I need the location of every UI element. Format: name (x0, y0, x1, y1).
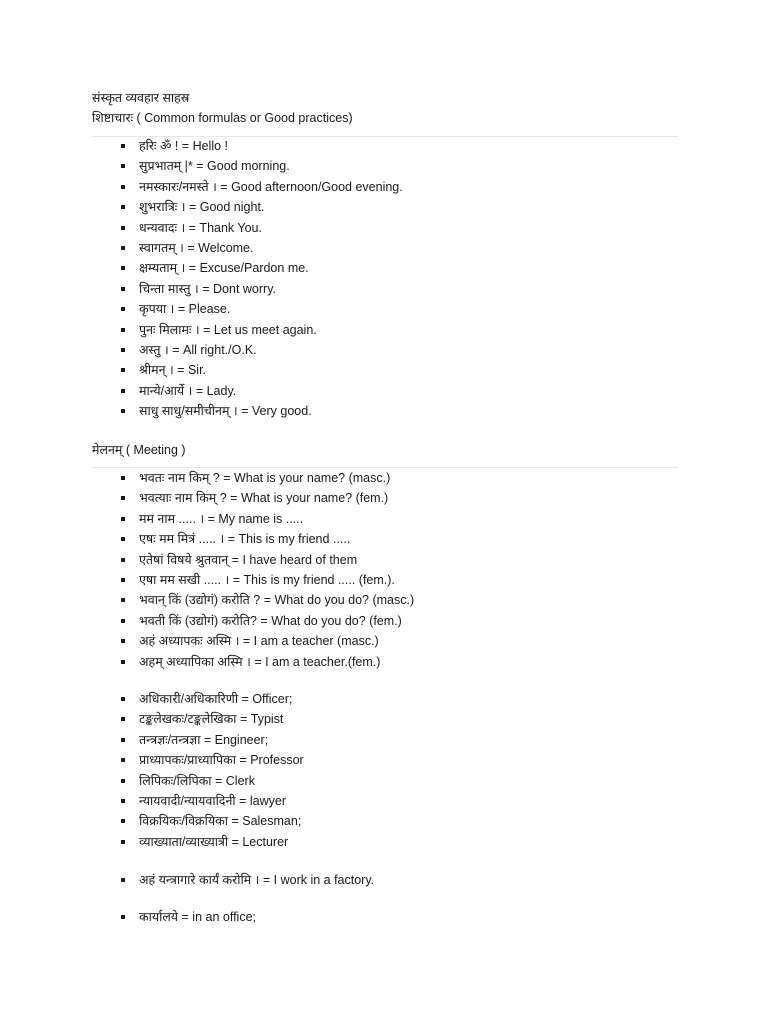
bullet-icon (121, 368, 125, 372)
phrase-text: कार्यालये = in an office; (139, 910, 256, 924)
phrase-text: भवत्याः नाम किम् ? = What is your name? (fem.) (139, 491, 389, 506)
list-item (0, 197, 403, 217)
list-item (0, 750, 304, 770)
phrase-text: शुभरात्रिः । = Good night. (139, 200, 265, 215)
phrase-text: मम नाम ..... । = My name is ..... (139, 511, 304, 526)
list-item (0, 238, 403, 258)
phrase-text: विक्रयिकः/विक्रयिका = Salesman; (139, 814, 302, 829)
phrase-text: एतेषां विषये श्रुतवान् = I have heard of them (139, 552, 358, 567)
workplace-list (0, 870, 374, 890)
list-item (0, 320, 403, 340)
phrase-text: क्षम्यताम् । = Excuse/Pardon me. (139, 261, 309, 276)
bullet-icon (121, 266, 125, 270)
phrase-text: एषा मम सखी ..... । = This is my friend ..... (fem.). (139, 572, 395, 587)
phrase-text: तन्त्रज्ञः/तन्त्रज्ञा = Engineer; (139, 732, 269, 747)
phrase-text: प्राध्यापकः/प्राध्यापिका = Professor (139, 753, 304, 768)
phrase-text: लिपिकः/लिपिका = Clerk (139, 773, 255, 788)
list-item (0, 218, 403, 238)
list-item (0, 258, 403, 278)
list-item (0, 488, 414, 508)
bullet-icon (121, 619, 125, 623)
bullet-icon (121, 144, 125, 148)
bullet-icon (121, 389, 125, 393)
list-item (0, 381, 403, 401)
list-item (0, 870, 374, 890)
list-item (0, 340, 403, 360)
meeting-phrase-list (0, 468, 414, 672)
bullet-icon (121, 819, 125, 823)
phrase-text: पुनः मिलामः । = Let us meet again. (139, 322, 317, 337)
list-item (0, 529, 414, 549)
bullet-icon (121, 878, 125, 882)
phrase-text: व्याख्याता/व्याख्यात्री = Lecturer (139, 834, 289, 849)
phrase-text: अस्तु । = All right./O.K. (139, 342, 257, 357)
phrase-text: हरिः ॐ ! = Hello ! (139, 139, 229, 153)
list-item (0, 771, 304, 791)
list-item (0, 652, 414, 672)
list-item (0, 299, 403, 319)
phrase-text: मान्ये/आर्ये । = Lady. (139, 383, 237, 398)
phrase-text: अहं यन्त्रागारे कार्यं करोमि । = I work in a factory. (139, 873, 375, 887)
bullet-icon (121, 697, 125, 701)
bullet-icon (121, 409, 125, 413)
bullet-icon (121, 287, 125, 291)
bullet-icon (121, 779, 125, 783)
bullet-icon (121, 537, 125, 541)
bullet-icon (121, 578, 125, 582)
list-item (0, 811, 304, 831)
list-item (0, 611, 414, 631)
bullet-icon (121, 205, 125, 209)
list-item (0, 590, 414, 610)
list-item (0, 136, 403, 156)
phrase-text: अहं अध्यापकः अस्मि । = I am a teacher (masc.) (139, 634, 379, 649)
bullet-icon (121, 517, 125, 521)
phrase-text: भवतः नाम किम् ? = What is your name? (masc.) (139, 471, 391, 485)
courtesy-phrase-list (0, 136, 403, 421)
list-item (0, 360, 403, 380)
list-item (0, 907, 256, 927)
list-item (0, 570, 414, 590)
bullet-icon (121, 185, 125, 189)
list-item (0, 401, 403, 421)
list-item (0, 709, 304, 729)
list-item (0, 156, 403, 176)
list-item (0, 730, 304, 750)
phrase-text: कृपया । = Please. (139, 302, 231, 317)
phrase-text: भवान् किं (उद्योगं) करोति ? = What do you do? (masc.) (139, 593, 415, 608)
list-item (0, 791, 304, 811)
list-item (0, 468, 414, 488)
bullet-icon (121, 840, 125, 844)
phrase-text: सुप्रभातम् |* = Good morning. (139, 159, 290, 174)
bullet-icon (121, 496, 125, 500)
phrase-text: साधु साधु/समीचीनम् । = Very good. (139, 404, 312, 419)
bullet-icon (121, 598, 125, 602)
phrase-text: टङ्कलेखकः/टङ्कलेखिका = Typist (139, 712, 284, 727)
section-heading-courtesy: शिष्टाचारः ( Common formulas or Good practices) (92, 111, 353, 125)
phrase-text: श्रीमन् । = Sir. (139, 363, 207, 378)
phrase-text: स्वागतम् । = Welcome. (139, 240, 254, 255)
phrase-text: अहम् अध्यापिका अस्मि । = I am a teacher.(fem.) (139, 654, 381, 669)
section-heading-meeting: मेलनम् ( Meeting ) (92, 443, 186, 457)
list-item (0, 689, 304, 709)
bullet-icon (121, 799, 125, 803)
list-item (0, 832, 304, 852)
bullet-icon (121, 164, 125, 168)
location-list (0, 907, 256, 927)
list-item (0, 550, 414, 570)
phrase-text: एषः मम मित्रं ..... । = This is my friend ..... (139, 532, 351, 547)
list-item (0, 279, 403, 299)
phrase-text: भवती किं (उद्योगं) करोति? = What do you do? (fem.) (139, 613, 402, 628)
bullet-icon (121, 328, 125, 332)
phrase-text: चिन्ता मास्तु । = Dont worry. (139, 281, 276, 296)
phrase-text: धन्यवादः । = Thank You. (139, 220, 262, 235)
bullet-icon (121, 915, 125, 919)
bullet-icon (121, 758, 125, 762)
bullet-icon (121, 660, 125, 664)
bullet-icon (121, 226, 125, 230)
list-item (0, 509, 414, 529)
list-item (0, 631, 414, 651)
document-title: संस्कृत व्यवहार साहस्र (92, 91, 190, 105)
bullet-icon (121, 348, 125, 352)
bullet-icon (121, 476, 125, 480)
bullet-icon (121, 558, 125, 562)
phrase-text: न्यायवादी/न्यायवादिनी = lawyer (139, 793, 286, 808)
phrase-text: अधिकारी/अधिकारिणी = Officer; (139, 692, 293, 706)
bullet-icon (121, 738, 125, 742)
list-item (0, 177, 403, 197)
bullet-icon (121, 246, 125, 250)
bullet-icon (121, 717, 125, 721)
bullet-icon (121, 639, 125, 643)
phrase-text: नमस्कारः/नमस्ते । = Good afternoon/Good evening. (139, 179, 403, 194)
profession-list (0, 689, 304, 852)
bullet-icon (121, 307, 125, 311)
